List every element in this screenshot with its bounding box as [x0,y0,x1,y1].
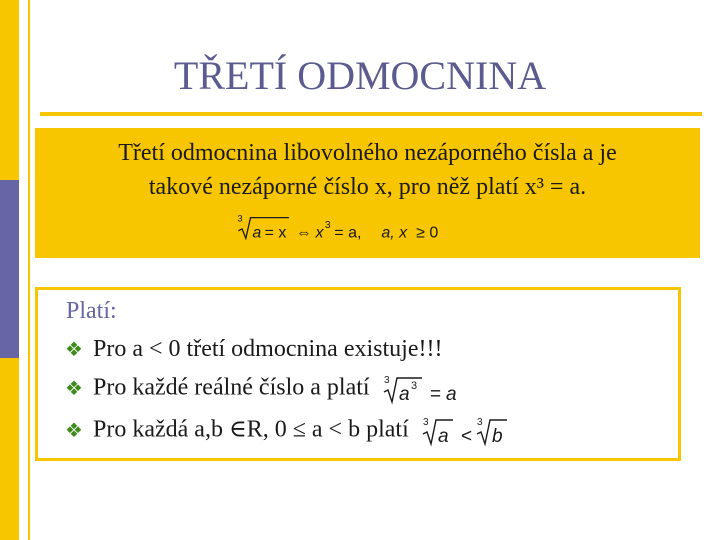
formula-lt: < [460,426,472,447]
definition-formula [225,212,485,244]
formula-a: a [398,384,410,405]
cube-root-identity-formula [382,372,472,406]
slide-title: TŘETÍ ODMOCNINA [173,53,547,98]
formula-b: b [491,426,503,447]
property-item-1 [65,336,442,370]
formula-a: a [437,426,449,447]
sidebar-blue [0,180,19,358]
formula-eq: = [429,384,441,405]
formula-vars: a, x [381,224,408,242]
formula-ge: ≥ 0 [416,224,439,242]
definition-line-2: takové nezáporné číslo x, pro něž platí x³ = a. [148,174,587,200]
property-text-2: Pro každé reálné číslo a platí [93,374,370,401]
property-item-2 [65,372,472,406]
vertical-rule [28,0,30,540]
sidebar-yellow-bottom [0,358,19,540]
diamond-clover-bullet-icon: ❖ [65,377,83,400]
formula-iff: ⇔ [295,224,312,242]
formula-x: x [315,224,324,242]
formula-eq: = x [264,224,287,242]
formula-a-rhs: a [445,384,457,405]
formula-lhs: a [252,224,262,242]
property-text-3: Pro každá a,b ∈R, 0 ≤ a < b platí [93,416,409,443]
definition-box [35,128,700,258]
formula-exp: 3 [410,380,417,392]
diamond-clover-bullet-icon: ❖ [65,419,83,442]
formula-rhs: = a, [334,224,362,242]
property-item-3 [65,414,521,448]
property-text-1: Pro a < 0 třetí odmocnina existuje!!! [93,336,443,362]
root-index: 3 [237,212,243,224]
properties-box [35,287,681,461]
root-index: 3 [422,417,429,428]
title-underline [40,112,702,116]
cube-root-monotonic-formula [421,414,521,448]
sidebar-yellow-top [0,0,19,180]
definition-line-1: Třetí odmocnina libovolného nezáporného čísla a je [118,140,617,166]
formula-exp: 3 [324,220,331,231]
diamond-clover-bullet-icon: ❖ [65,339,83,361]
root-index: 3 [476,417,483,428]
properties-heading: Platí: [66,298,117,324]
root-index: 3 [383,375,390,386]
